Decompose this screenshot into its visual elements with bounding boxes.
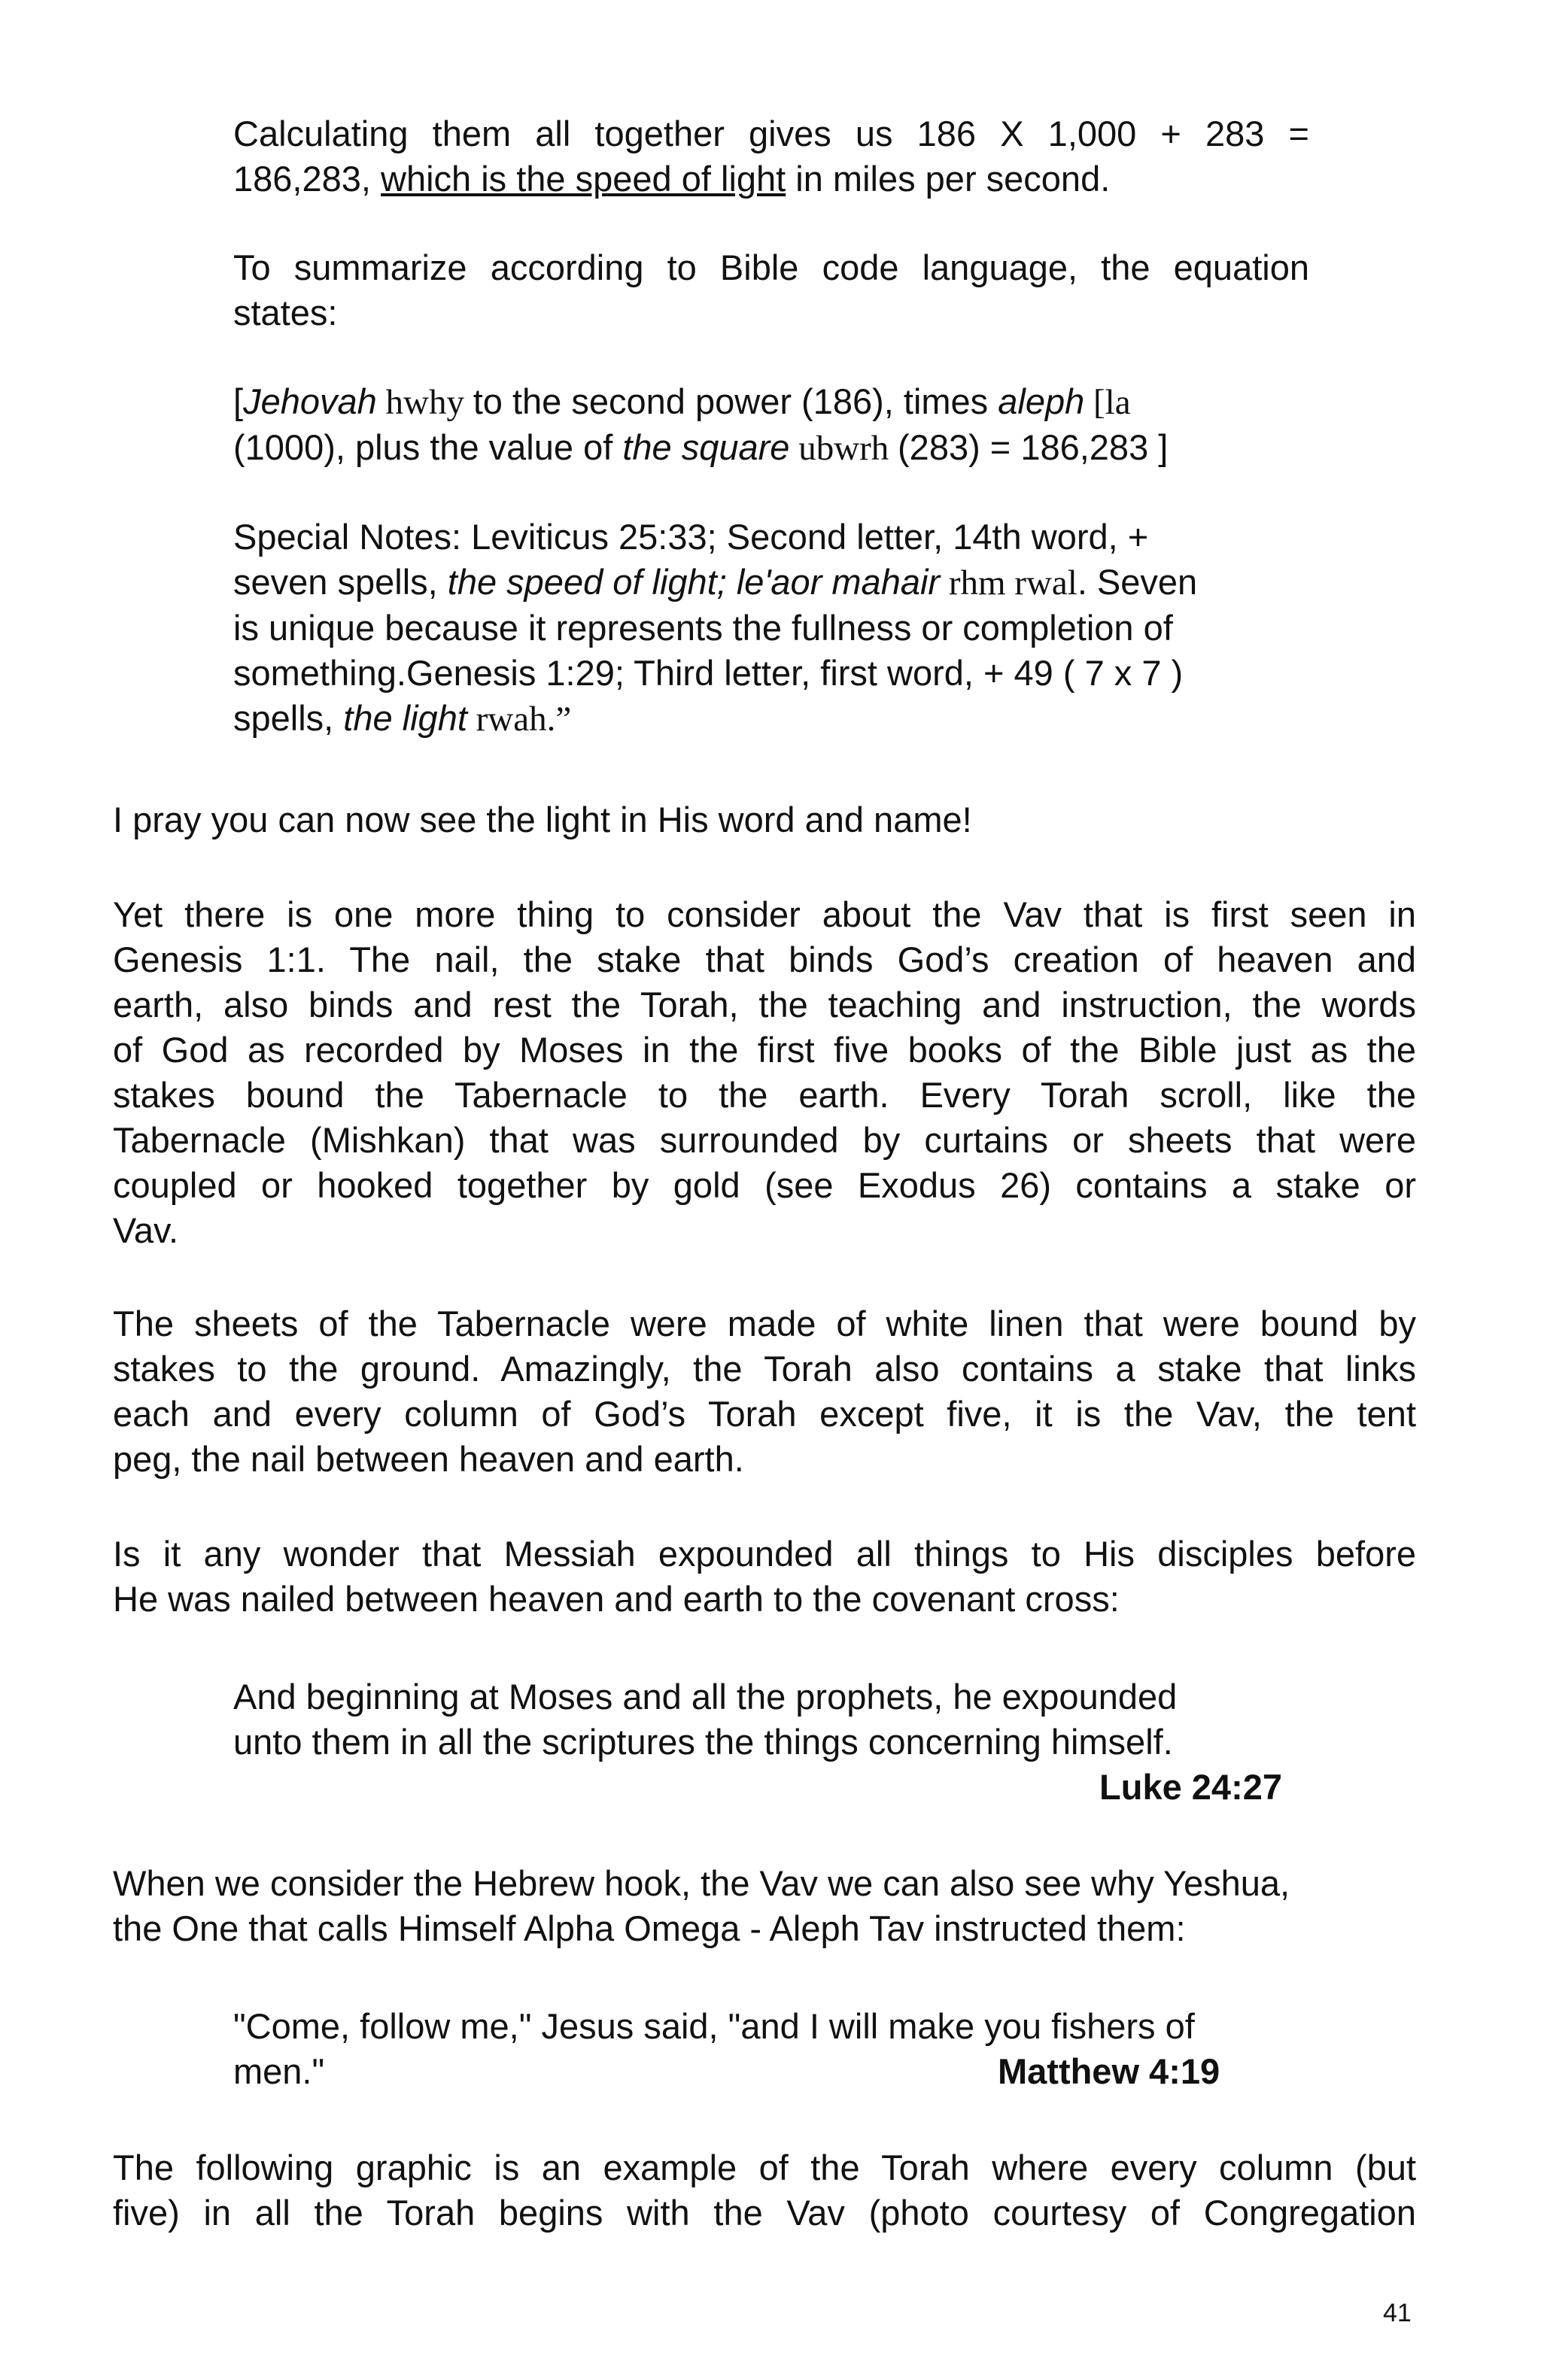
text-line: Special Notes: Leviticus 25:33; Second letter, 14th word, +	[233, 517, 1149, 557]
text-line: Genesis 1:1. The nail, the stake that binds God’s creation of heaven and	[113, 940, 1416, 979]
text-line: unto them in all the scriptures the things concerning himself.	[233, 1722, 1173, 1762]
scripture-citation: Matthew 4:19	[998, 2051, 1220, 2091]
text-line: something.Genesis 1:29; Third letter, first word, + 49 ( 7 x 7 )	[233, 653, 1184, 693]
transliteration: [la	[1084, 383, 1131, 422]
text-line: spells, the light rwah.”	[233, 698, 572, 739]
text-line: is unique because it represents the fullness or completion of	[233, 608, 1173, 648]
paragraph-sheets	[113, 1301, 1416, 1482]
special-notes	[233, 515, 1309, 742]
text-line: of God as recorded by Moses in the first five books of the Bible just as the	[113, 1030, 1416, 1070]
text-line: seven spells, the speed of light; le'aor mahair rhm rwal. Seven	[233, 562, 1198, 603]
transliteration: rwah.”	[467, 700, 572, 739]
summary-paragraph	[233, 245, 1309, 335]
quote-luke	[233, 1674, 1309, 1810]
text-line: [Jehovah hwhy to the second power (186), times aleph [la	[233, 381, 1131, 422]
text-line: And beginning at Moses and all the prophets, he expounded	[233, 1677, 1178, 1717]
paragraph-pray	[113, 797, 1416, 842]
text-line: Yet there is one more thing to consider about the Vav that is first seen in	[113, 894, 1416, 934]
transliteration: ubwrh	[789, 429, 898, 468]
scripture-citation: Luke 24:27	[1099, 1767, 1282, 1807]
text-line: Calculating them all together gives us 186 X 1,000 + 283 =	[233, 114, 1309, 153]
underlined-phrase: which is the speed of light	[381, 159, 786, 199]
paragraph-graphic	[113, 2145, 1416, 2236]
text-line: coupled or hooked together by gold (see Exodus 26) contains a stake or	[113, 1165, 1416, 1205]
paragraph-vav	[113, 892, 1416, 1253]
text-line: To summarize according to Bible code language, the equation	[233, 247, 1309, 287]
text-line: states:	[233, 293, 338, 332]
text-line: peg, the nail between heaven and earth.	[113, 1439, 744, 1479]
text-line: I pray you can now see the light in His word and name!	[113, 800, 972, 839]
text-line: each and every column of God’s Torah except five, it is the Vav, the tent	[113, 1394, 1416, 1434]
page-number: 41	[1383, 2299, 1412, 2327]
paragraph-hook	[113, 1861, 1416, 1951]
text-line: stakes to the ground. Amazingly, the Torah also contains a stake that links	[113, 1349, 1416, 1389]
text-line: "Come, follow me," Jesus said, "and I will make you fishers of	[233, 2006, 1195, 2046]
text-line: He was nailed between heaven and earth to the covenant cross:	[113, 1579, 1120, 1619]
transliteration: hwhy	[376, 383, 473, 422]
text-line: When we consider the Hebrew hook, the Vav we can also see why Yeshua,	[113, 1863, 1290, 1903]
text-line: Vav.	[113, 1210, 179, 1250]
text-line: The following graphic is an example of the Torah where every column (but	[113, 2148, 1416, 2187]
quote-block-equation	[233, 111, 1309, 202]
transliteration: rhm rwal	[940, 563, 1077, 603]
text-line: The sheets of the Tabernacle were made of white linen that were bound by	[113, 1304, 1416, 1343]
text-line: Is it any wonder that Messiah expounded all things to His disciples before	[113, 1534, 1416, 1574]
quote-matthew	[233, 2004, 1309, 2094]
text-line: 186,283, which is the speed of light in miles per second.	[233, 159, 1111, 199]
text-line: (1000), plus the value of the square ubwrh (283) = 186,283 ]	[233, 427, 1169, 468]
text-line: Tabernacle (Mishkan) that was surrounded by curtains or sheets that were	[113, 1120, 1416, 1160]
equation-statement	[233, 379, 1309, 471]
text-line: five) in all the Torah begins with the Vav (photo courtesy of Congregation	[113, 2193, 1416, 2233]
text-line: men." Matthew 4:19	[233, 2049, 1309, 2094]
text-line: stakes bound the Tabernacle to the earth. Every Torah scroll, like the	[113, 1075, 1416, 1115]
text-line: earth, also binds and rest the Torah, the teaching and instruction, the words	[113, 985, 1416, 1025]
text-line: the One that calls Himself Alpha Omega - Aleph Tav instructed them:	[113, 1908, 1186, 1948]
paragraph-wonder	[113, 1532, 1416, 1622]
